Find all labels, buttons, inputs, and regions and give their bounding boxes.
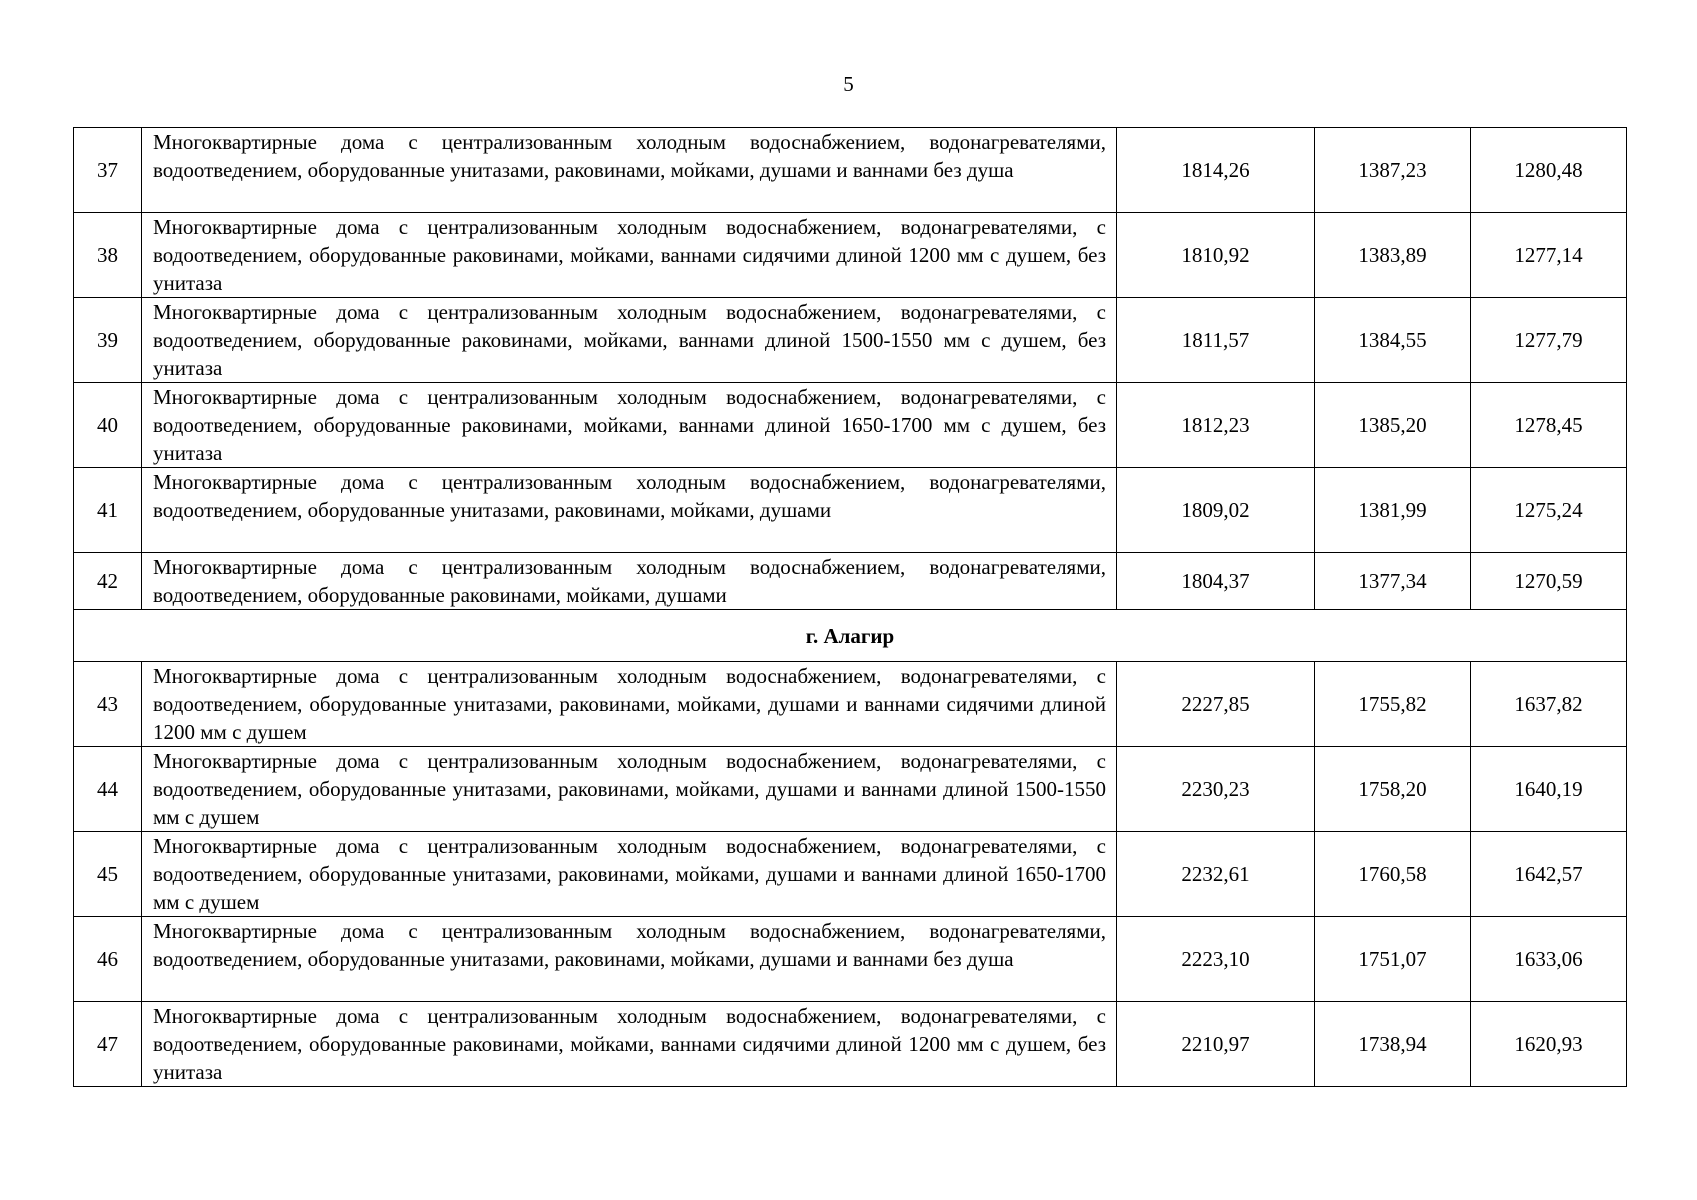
table-row <box>74 917 1627 1002</box>
value-col-2: 1755,82 <box>1315 662 1471 747</box>
value-col-2: 1385,20 <box>1315 383 1471 468</box>
value-col-1: 2232,61 <box>1117 832 1315 917</box>
value-col-2: 1751,07 <box>1315 917 1471 1002</box>
row-description: Многоквартирные дома с централизованным холодным водоснабжением, водонагревателями, с водоотведением, оборудованные раковинами, мойками, ваннами длиной 1500-1550 мм с душем, без унитаза <box>142 298 1117 383</box>
value-col-2: 1381,99 <box>1315 468 1471 553</box>
value-col-3: 1642,57 <box>1471 832 1627 917</box>
value-col-1: 1810,92 <box>1117 213 1315 298</box>
row-description: Многоквартирные дома с централизованным холодным водоснабжением, водонагревателями, с водоотведением, оборудованные унитазами, раковинами, мойками, душами и ваннами сидячими длиной 1200 мм с душем <box>142 662 1117 747</box>
value-col-3: 1633,06 <box>1471 917 1627 1002</box>
row-description: Многоквартирные дома с централизованным холодным водоснабжением, водонагревателями, водоотведением, оборудованные унитазами, раковинами, мойками, душами <box>142 468 1117 553</box>
row-description: Многоквартирные дома с централизованным холодным водоснабжением, водонагревателями, с водоотведением, оборудованные раковинами, мойками, ваннами длиной 1650-1700 мм с душем, без унитаза <box>142 383 1117 468</box>
section-title: г. Алагир <box>74 610 1627 662</box>
value-col-3: 1620,93 <box>1471 1002 1627 1087</box>
tariff-table-body <box>74 128 1627 1087</box>
value-col-2: 1383,89 <box>1315 213 1471 298</box>
row-description: Многоквартирные дома с централизованным холодным водоснабжением, водонагревателями, с водоотведением, оборудованные раковинами, мойками, ваннами сидячими длиной 1200 мм с душем, без унитаза <box>142 1002 1117 1087</box>
value-col-1: 1811,57 <box>1117 298 1315 383</box>
row-number: 45 <box>74 832 142 917</box>
value-col-1: 1809,02 <box>1117 468 1315 553</box>
value-col-3: 1280,48 <box>1471 128 1627 213</box>
value-col-2: 1738,94 <box>1315 1002 1471 1087</box>
row-description: Многоквартирные дома с централизованным холодным водоснабжением, водонагревателями, с водоотведением, оборудованные унитазами, раковинами, мойками, душами и ваннами длиной 1650-1700 мм с душем <box>142 832 1117 917</box>
table-row <box>74 662 1627 747</box>
value-col-1: 2210,97 <box>1117 1002 1315 1087</box>
table-row <box>74 298 1627 383</box>
section-header-row <box>74 610 1627 662</box>
page-number: 5 <box>843 72 854 96</box>
table-row <box>74 468 1627 553</box>
value-col-1: 1804,37 <box>1117 553 1315 610</box>
table-row <box>74 832 1627 917</box>
value-col-3: 1278,45 <box>1471 383 1627 468</box>
table-row <box>74 128 1627 213</box>
table-row <box>74 1002 1627 1087</box>
value-col-1: 2223,10 <box>1117 917 1315 1002</box>
value-col-2: 1377,34 <box>1315 553 1471 610</box>
row-number: 43 <box>74 662 142 747</box>
value-col-2: 1760,58 <box>1315 832 1471 917</box>
row-description: Многоквартирные дома с централизованным холодным водоснабжением, водонагревателями, с водоотведением, оборудованные унитазами, раковинами, мойками, душами и ваннами длиной 1500-1550 мм с душем <box>142 747 1117 832</box>
value-col-3: 1275,24 <box>1471 468 1627 553</box>
value-col-2: 1758,20 <box>1315 747 1471 832</box>
table-row <box>74 213 1627 298</box>
row-description: Многоквартирные дома с централизованным холодным водоснабжением, водонагревателями, водоотведением, оборудованные унитазами, раковинами, мойками, душами и ваннами без душа <box>142 128 1117 213</box>
value-col-1: 1812,23 <box>1117 383 1315 468</box>
value-col-3: 1637,82 <box>1471 662 1627 747</box>
row-number: 47 <box>74 1002 142 1087</box>
value-col-3: 1270,59 <box>1471 553 1627 610</box>
value-col-1: 1814,26 <box>1117 128 1315 213</box>
row-number: 42 <box>74 553 142 610</box>
value-col-1: 2230,23 <box>1117 747 1315 832</box>
tariff-table <box>73 127 1627 1087</box>
row-number: 46 <box>74 917 142 1002</box>
table-row <box>74 383 1627 468</box>
row-number: 41 <box>74 468 142 553</box>
row-description: Многоквартирные дома с централизованным холодным водоснабжением, водонагревателями, водоотведением, оборудованные раковинами, мойками, душами <box>142 553 1117 610</box>
value-col-3: 1277,79 <box>1471 298 1627 383</box>
row-description: Многоквартирные дома с централизованным холодным водоснабжением, водонагревателями, с водоотведением, оборудованные раковинами, мойками, ваннами сидячими длиной 1200 мм с душем, без унитаза <box>142 213 1117 298</box>
row-number: 39 <box>74 298 142 383</box>
row-number: 44 <box>74 747 142 832</box>
value-col-1: 2227,85 <box>1117 662 1315 747</box>
table-row <box>74 553 1627 610</box>
value-col-3: 1277,14 <box>1471 213 1627 298</box>
row-number: 37 <box>74 128 142 213</box>
row-description: Многоквартирные дома с централизованным холодным водоснабжением, водонагревателями, водоотведением, оборудованные унитазами, раковинами, мойками, душами и ваннами без душа <box>142 917 1117 1002</box>
value-col-2: 1387,23 <box>1315 128 1471 213</box>
table-row <box>74 747 1627 832</box>
value-col-3: 1640,19 <box>1471 747 1627 832</box>
row-number: 38 <box>74 213 142 298</box>
row-number: 40 <box>74 383 142 468</box>
value-col-2: 1384,55 <box>1315 298 1471 383</box>
